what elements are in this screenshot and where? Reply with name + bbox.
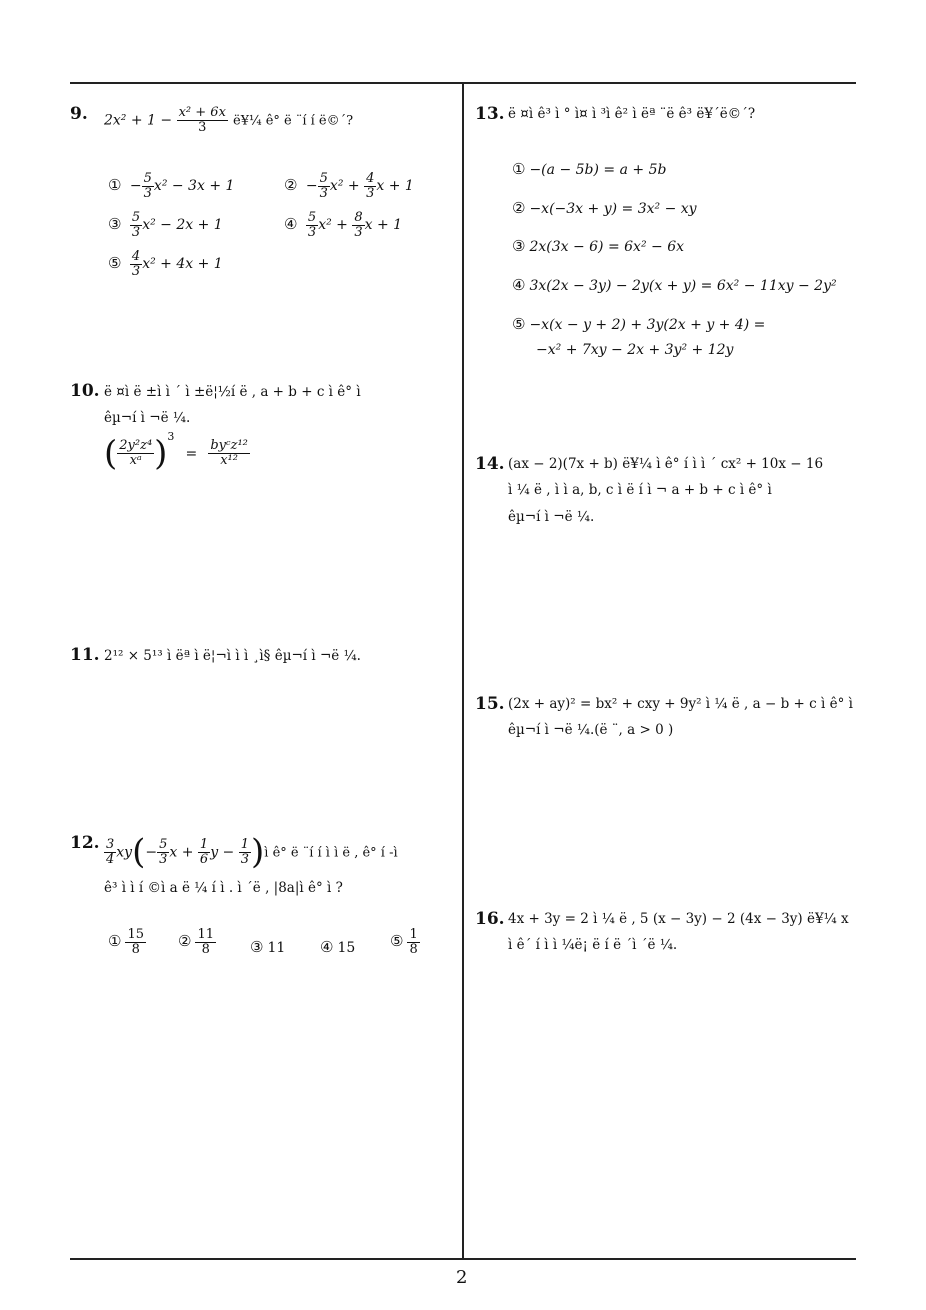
question-10-rhs-fraction: $\frac{\text{byᶜz¹²}}{\text{x¹²}}$ (210, 438, 248, 468)
question-11-number: 11. (70, 645, 100, 665)
q9-choice-2[interactable]: ② − $\frac{5}{3}$ x² + $\frac{4}{3}$ x + 1 (284, 171, 414, 201)
q13-choice-5-continuation: −x² + 7xy − 2x + 3y² + 12y (536, 342, 734, 358)
question-16-line-2: ì ê´ í ì ì ¼ë¡ ë í ë ´ì ´ë ¼. (508, 937, 678, 953)
question-15-line-2: êµ¬í ì ¬ë ¼.(ë ¨, a > 0 ) (508, 722, 674, 738)
page-number: 2 (456, 1267, 468, 1288)
q13-choice-4[interactable]: ④ 3x(2x − 3y) − 2y(x + y) = 6x² − 11xy − 2y² (512, 276, 837, 294)
column-divider (462, 82, 464, 1260)
question-12-line-2: ê³ ì ì í ©ì a ë ¼ í ì . ì ´ë , |8a|ì ê° ì ? (104, 880, 343, 896)
bottom-rule (70, 1258, 856, 1260)
q12-choice-3[interactable]: ③ 11 (250, 938, 286, 956)
question-14-line-1: (ax − 2)(7x + b) ë¥¼ ì ê° í ì ì ´ cx² + 10x − 16 (508, 456, 824, 472)
question-10-equation: ( $\frac{\text{2y²z⁴}}{\text{xᵃ}}$ )$^3$ = $\frac{\text{byᶜz¹²}}{\text{x¹²}}$ (104, 430, 248, 474)
question-9-fraction: $\frac{\text{x² + 6x}}{3}$ (178, 105, 226, 135)
question-10-line-1: ë ¤ì ë ±ì ì ´ ì ±ë¦½í ë , a + b + c ì ê° ì (104, 384, 361, 400)
question-16-number: 16. (475, 909, 505, 929)
q13-choice-5[interactable]: ⑤ −x(x − y + 2) + 3y(2x + y + 4) = (512, 315, 766, 333)
question-9-stem (104, 106, 353, 134)
question-14-line-2: ì ¼ ë , ì ì a, b, c ì ë í ì ¬ a + b + c ì ê° ì (508, 482, 772, 498)
question-13-text: ë ¤ì ê³ ì ° ì¤ ì ³ì ê² ì ëª ¨ë ê³ ë¥´ë©´? (508, 106, 756, 122)
q9-choice-4[interactable]: ④ $\frac{5}{3}$ x² + $\frac{8}{3}$ x + 1 (284, 210, 403, 240)
question-13-number: 13. (475, 104, 505, 124)
question-12-number: 12. (70, 833, 100, 853)
question-11-text: 2¹² × 5¹³ ì ëª ì ë¦¬ì ì ì ¸ì§ êµ¬í ì ¬ë ¼. (104, 648, 361, 664)
question-12-stem: $\frac{3}{4}$ xy(− $\frac{5}{3}$ x + $\frac{1}{6}$ y − $\frac{1}{3}$ )ì ê° ë ¨í í ì ì ë , ê° í -ì (106, 832, 398, 872)
question-9-number: 9. (70, 104, 88, 124)
question-10-line-2: êµ¬í ì ¬ë ¼. (104, 410, 191, 426)
question-14-number: 14. (475, 454, 505, 474)
question-9-stem-text: ë¥¼ ê° ë ¨í í ë©´? (233, 113, 354, 129)
question-15-line-1: (2x + ay)² = bx² + cxy + 9y² ì ¼ ë , a − b + c ì ê° ì (508, 696, 853, 712)
question-14-line-3: êµ¬í ì ¬ë ¼. (508, 509, 595, 525)
q9-choice-3[interactable]: ③ $\frac{5}{3}$ x² − 2x + 1 (108, 210, 223, 240)
q13-choice-3[interactable]: ③ 2x(3x − 6) = 6x² − 6x (512, 237, 684, 255)
q12-choice-2[interactable]: ② $\frac{11}{8}$ (178, 927, 214, 957)
question-10-lhs-fraction: $\frac{\text{2y²z⁴}}{\text{xᵃ}}$ (119, 438, 153, 468)
q9-choice-5[interactable]: ⑤ $\frac{4}{3}$ x² + 4x + 1 (108, 249, 223, 279)
question-10-number: 10. (70, 381, 100, 401)
q13-choice-2[interactable]: ② −x(−3x + y) = 3x² − xy (512, 199, 697, 217)
question-16-line-1: 4x + 3y = 2 ì ¼ ë , 5 (x − 3y) − 2 (4x − 3y) ë¥¼ x (508, 911, 849, 927)
question-15-number: 15. (475, 694, 505, 714)
q12-choice-4[interactable]: ④ 15 (320, 938, 356, 956)
q9-choice-1[interactable]: ① − $\frac{5}{3}$ x² − 3x + 1 (108, 171, 235, 201)
question-9-expression-lead: 2x² + 1 − (104, 112, 177, 129)
q13-choice-1[interactable]: ① −(a − 5b) = a + 5b (512, 160, 667, 178)
q12-choice-5[interactable]: ⑤ $\frac{1}{8}$ (390, 927, 418, 957)
q12-choice-1[interactable]: ① $\frac{15}{8}$ (108, 927, 144, 957)
